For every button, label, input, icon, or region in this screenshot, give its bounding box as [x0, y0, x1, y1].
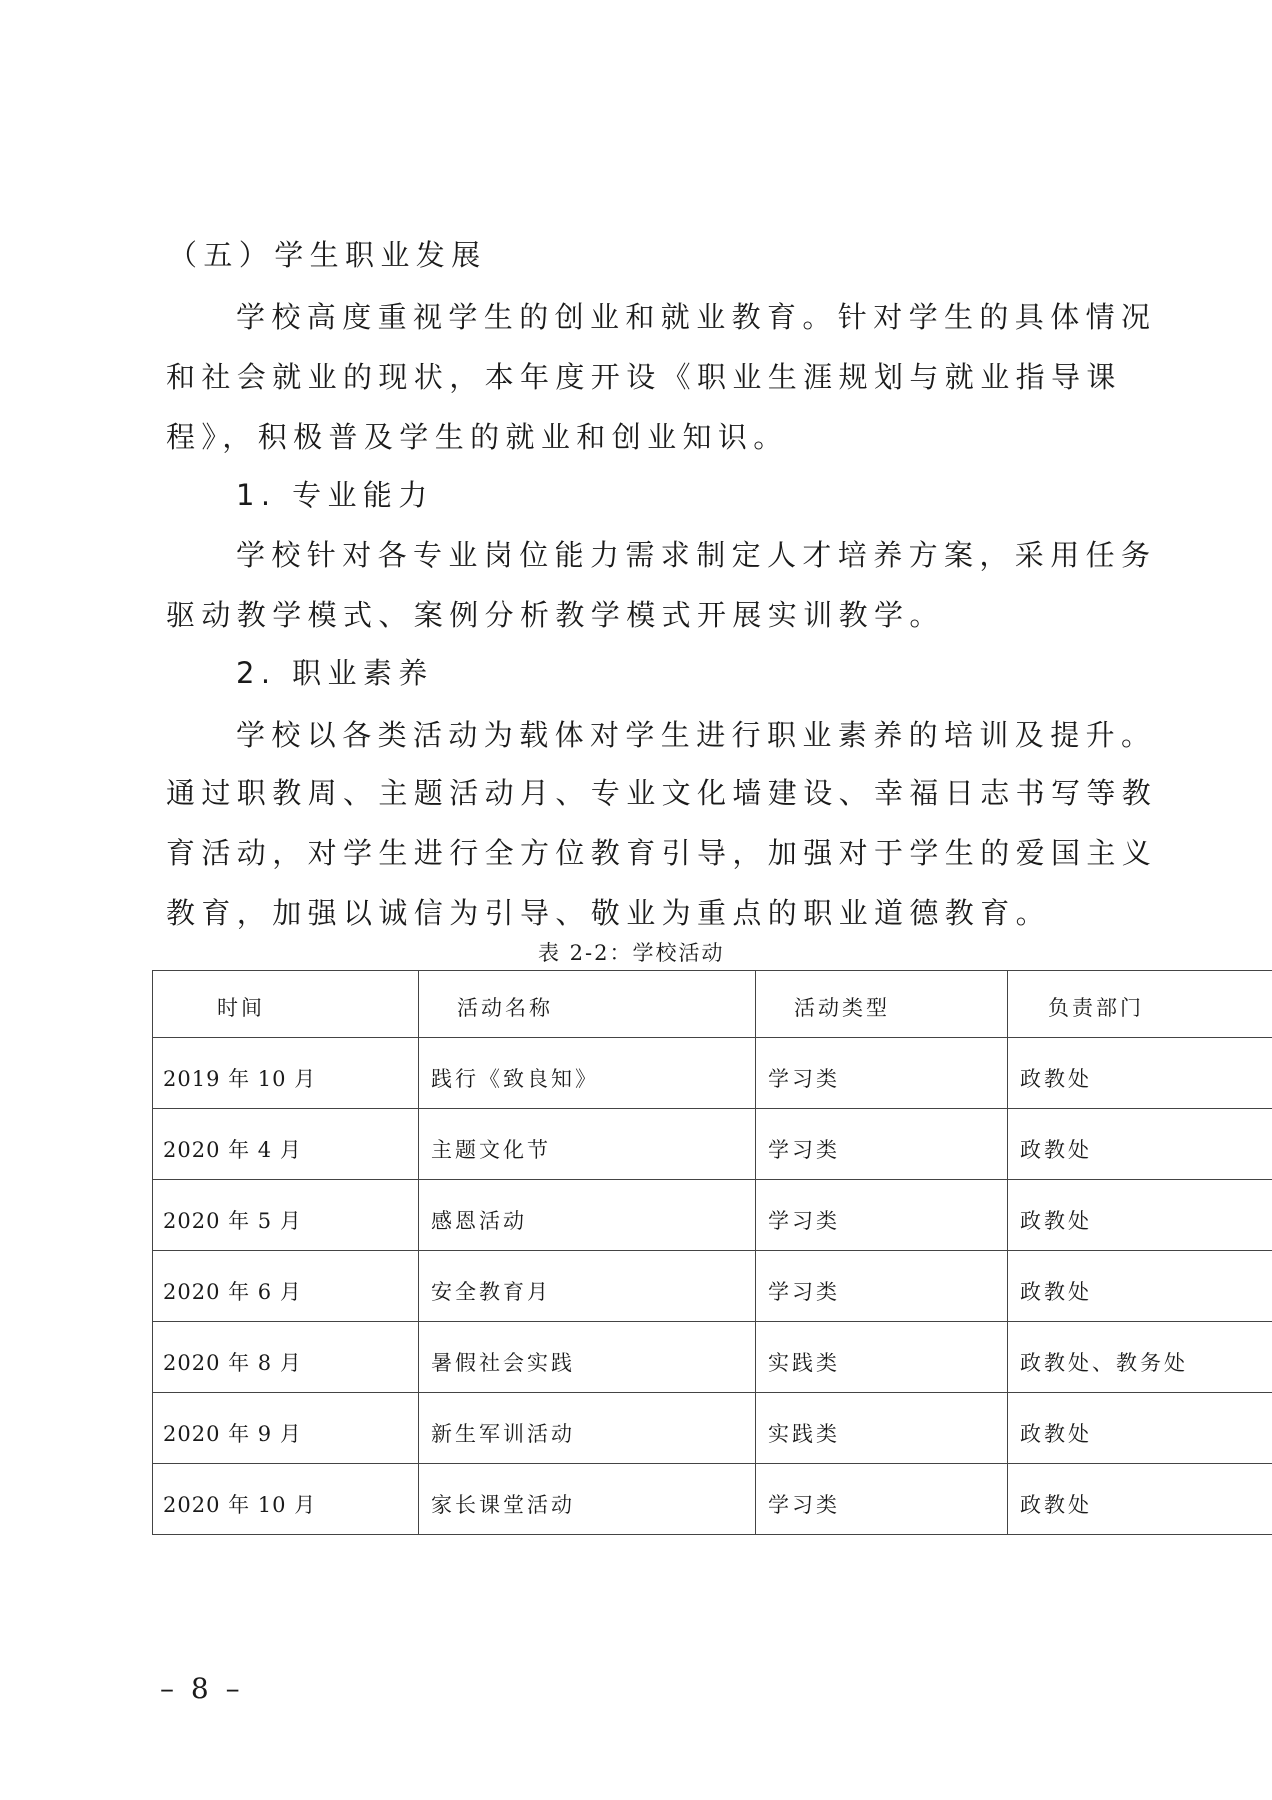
cell-activity-type: 学习类 [756, 1464, 1008, 1535]
cell-time: 2020 年 9 月 [153, 1393, 419, 1464]
cell-activity-type: 学习类 [756, 1038, 1008, 1109]
column-header-activity-type: 活动类型 [756, 971, 1008, 1038]
column-header-activity-name: 活动名称 [419, 971, 756, 1038]
table-row [153, 1180, 1272, 1251]
cell-activity-name: 新生军训活动 [419, 1393, 756, 1464]
cell-department: 政教处 [1008, 1251, 1272, 1322]
cell-activity-name: 家长课堂活动 [419, 1464, 756, 1535]
cell-activity-type: 实践类 [756, 1393, 1008, 1464]
table-caption: 表 2-2：学校活动 [538, 941, 725, 965]
table-row [153, 1393, 1272, 1464]
cell-activity-type: 学习类 [756, 1251, 1008, 1322]
cell-activity-name: 感恩活动 [419, 1180, 756, 1251]
cell-activity-name: 安全教育月 [419, 1251, 756, 1322]
activities-table [152, 970, 1272, 1535]
paragraph-line: 通过职教周、主题活动月、专业文化墙建设、幸福日志书写等教 [166, 776, 1158, 810]
cell-activity-name: 主题文化节 [419, 1109, 756, 1180]
cell-time: 2019 年 10 月 [153, 1038, 419, 1109]
page-number: – 8 – [160, 1672, 244, 1705]
cell-activity-type: 实践类 [756, 1322, 1008, 1393]
cell-time: 2020 年 4 月 [153, 1109, 419, 1180]
paragraph-line: 教育，加强以诚信为引导、敬业为重点的职业道德教育。 [166, 896, 1052, 930]
paragraph-line: 学校以各类活动为载体对学生进行职业素养的培训及提升。 [236, 718, 1157, 752]
cell-time: 2020 年 5 月 [153, 1180, 419, 1251]
subsection-heading: 2. 职业素养 [236, 656, 434, 690]
table-header-row [153, 971, 1272, 1038]
cell-department: 政教处、教务处 [1008, 1322, 1272, 1393]
table-row [153, 1109, 1272, 1180]
paragraph-line: 程》，积极普及学生的就业和创业知识。 [166, 420, 789, 454]
cell-department: 政教处 [1008, 1464, 1272, 1535]
cell-department: 政教处 [1008, 1393, 1272, 1464]
section-heading: （五）学生职业发展 [168, 238, 487, 272]
table-row [153, 1038, 1272, 1109]
cell-time: 2020 年 6 月 [153, 1251, 419, 1322]
table-row [153, 1251, 1272, 1322]
paragraph-line: 学校针对各专业岗位能力需求制定人才培养方案，采用任务 [236, 538, 1157, 572]
cell-department: 政教处 [1008, 1109, 1272, 1180]
paragraph-line: 驱动教学模式、案例分析教学模式开展实训教学。 [166, 598, 945, 632]
table-row [153, 1464, 1272, 1535]
cell-activity-type: 学习类 [756, 1109, 1008, 1180]
cell-time: 2020 年 10 月 [153, 1464, 419, 1535]
cell-activity-name: 践行《致良知》 [419, 1038, 756, 1109]
column-header-department: 负责部门 [1008, 971, 1272, 1038]
cell-department: 政教处 [1008, 1038, 1272, 1109]
table-row [153, 1322, 1272, 1393]
paragraph-line: 和社会就业的现状，本年度开设《职业生涯规划与就业指导课 [166, 360, 1122, 394]
cell-department: 政教处 [1008, 1180, 1272, 1251]
cell-time: 2020 年 8 月 [153, 1322, 419, 1393]
subsection-heading: 1. 专业能力 [236, 478, 434, 512]
paragraph-line: 育活动，对学生进行全方位教育引导，加强对于学生的爱国主义 [166, 836, 1158, 870]
column-header-time: 时间 [153, 971, 419, 1038]
paragraph-line: 学校高度重视学生的创业和就业教育。针对学生的具体情况 [236, 300, 1157, 334]
cell-activity-type: 学习类 [756, 1180, 1008, 1251]
cell-activity-name: 暑假社会实践 [419, 1322, 756, 1393]
